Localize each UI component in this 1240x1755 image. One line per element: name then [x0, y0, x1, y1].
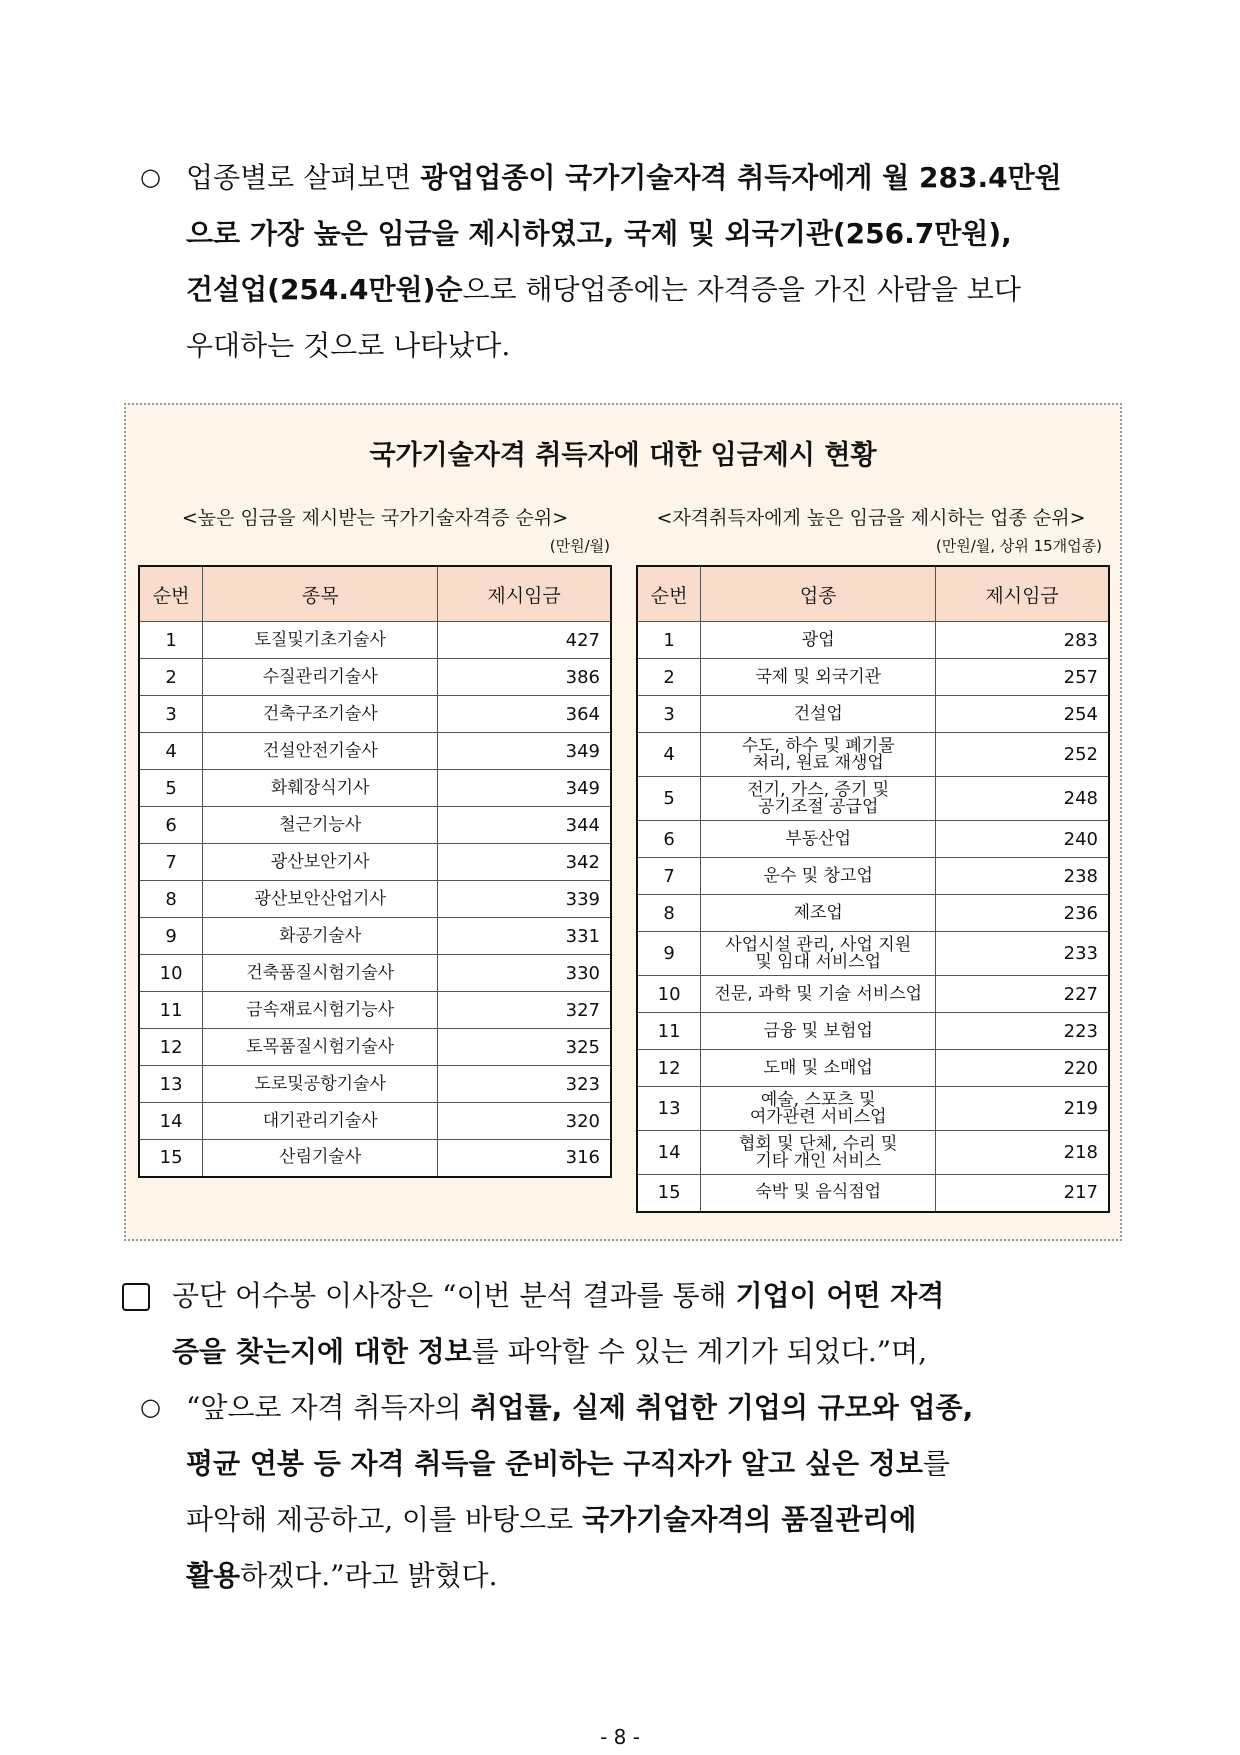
wage-cell: 427 [438, 622, 611, 659]
para3-line1: “앞으로 자격 취득자의 취업률, 실제 취업한 기업의 규모와 업종, [186, 1391, 974, 1424]
table-header-row [139, 566, 611, 622]
name-line: 전기, 가스, 증기 및 [747, 779, 890, 800]
name-cell: 광산보안기사 [203, 844, 438, 881]
header-industry: 업종 [701, 566, 936, 622]
table-row [637, 1050, 1109, 1087]
table-row [637, 895, 1109, 932]
table-row [139, 1140, 611, 1177]
name-line: 수도, 하수 및 폐기물 [741, 735, 895, 756]
bullet-circle: ○ [140, 1393, 161, 1421]
rank-cell: 14 [139, 1103, 203, 1140]
rank-cell: 9 [139, 918, 203, 955]
para1-line1: 업종별로 살펴보면 광업업종이 국가기술자격 취득자에게 월 283.4만원 [186, 161, 1062, 194]
name-cell: 도로및공항기술사 [203, 1066, 438, 1103]
name-cell: 금융 및 보험업 [701, 1013, 936, 1050]
table-row [637, 622, 1109, 659]
table-row [139, 992, 611, 1029]
table-row [637, 777, 1109, 821]
header-rank: 순번 [637, 566, 701, 622]
wage-cell: 257 [936, 659, 1109, 696]
table-row [139, 622, 611, 659]
rank-cell: 15 [637, 1175, 701, 1212]
wage-cell: 252 [936, 733, 1109, 777]
name-line: 사업시설 관리, 사업 지원 [725, 934, 912, 955]
name-line: 기타 개인 서비스 [755, 1150, 882, 1171]
table-header-row [637, 566, 1109, 622]
wage-cell: 339 [438, 881, 611, 918]
para1-line2: 으로 가장 높은 임금을 제시하였고, 국제 및 외국기관(256.7만원), [186, 217, 1012, 250]
table-row [139, 1066, 611, 1103]
rank-cell: 3 [139, 696, 203, 733]
name-line: 공기조절 공급업 [758, 796, 879, 817]
para2-line2: 증을 찾는지에 대한 정보를 파악할 수 있는 계기가 되었다.”며, [172, 1335, 928, 1368]
right-subtitle: <자격취득자에게 높은 임금을 제시하는 업종 순위> [656, 507, 1086, 529]
square-bullet-icon [122, 1283, 150, 1311]
table-row [637, 1175, 1109, 1212]
table-row [637, 1087, 1109, 1131]
name-cell: 대기관리기술사 [203, 1103, 438, 1140]
para3-line2: 평균 연봉 등 자격 취득을 준비하는 구직자가 알고 싶은 정보를 [186, 1447, 950, 1480]
name-cell: 수질관리기술사 [203, 659, 438, 696]
page-number: - 8 - [600, 1725, 640, 1749]
rank-cell: 13 [139, 1066, 203, 1103]
wage-cell: 323 [438, 1066, 611, 1103]
rank-cell: 8 [139, 881, 203, 918]
name-cell: 화훼장식기사 [203, 770, 438, 807]
paragraph-future-plan [186, 1380, 1122, 1604]
table-row [637, 858, 1109, 895]
name-cell [701, 1087, 936, 1131]
wage-cell: 233 [936, 932, 1109, 976]
para3-line3: 파악해 제공하고, 이를 바탕으로 국가기술자격의 품질관리에 [186, 1503, 917, 1536]
wage-cell: 325 [438, 1029, 611, 1066]
wage-cell: 220 [936, 1050, 1109, 1087]
wage-cell: 283 [936, 622, 1109, 659]
right-unit: (만원/월, 상위 15개업종) [935, 537, 1102, 555]
name-cell: 화공기술사 [203, 918, 438, 955]
name-cell [701, 1131, 936, 1175]
left-subtitle: <높은 임금을 제시받는 국가기술자격증 순위> [181, 507, 569, 529]
rank-cell: 14 [637, 1131, 701, 1175]
para1-line3: 건설업(254.4만원)순으로 해당업종에는 자격증을 가진 사람을 보다 [186, 273, 1021, 306]
name-cell: 금속재료시험기능사 [203, 992, 438, 1029]
table-row [637, 659, 1109, 696]
rank-cell: 2 [637, 659, 701, 696]
rank-cell: 5 [139, 770, 203, 807]
wage-cell: 331 [438, 918, 611, 955]
table-row [637, 733, 1109, 777]
table-row [637, 1013, 1109, 1050]
rank-cell: 12 [139, 1029, 203, 1066]
wage-cell: 344 [438, 807, 611, 844]
name-cell: 운수 및 창고업 [701, 858, 936, 895]
name-line: 예술, 스포츠 및 [760, 1089, 876, 1110]
wage-cell: 248 [936, 777, 1109, 821]
table-row [139, 955, 611, 992]
left-unit: (만원/월) [549, 537, 610, 555]
rank-cell: 4 [139, 733, 203, 770]
wage-cell: 386 [438, 659, 611, 696]
name-cell [701, 733, 936, 777]
rank-cell: 15 [139, 1140, 203, 1177]
table-row [637, 976, 1109, 1013]
wage-cell: 327 [438, 992, 611, 1029]
table-row [637, 696, 1109, 733]
rank-cell: 7 [637, 858, 701, 895]
rank-cell: 11 [637, 1013, 701, 1050]
rank-cell: 11 [139, 992, 203, 1029]
rank-cell: 10 [637, 976, 701, 1013]
name-cell: 토목품질시험기술사 [203, 1029, 438, 1066]
name-cell: 광산보안산업기사 [203, 881, 438, 918]
name-cell: 숙박 및 음식점업 [701, 1175, 936, 1212]
wage-cell: 316 [438, 1140, 611, 1177]
paragraph-chairman-quote [172, 1268, 1122, 1380]
name-line: 처리, 원료 재생업 [752, 752, 884, 773]
name-line: 여가관련 서비스업 [749, 1106, 887, 1127]
name-cell: 부동산업 [701, 821, 936, 858]
table-row [637, 1131, 1109, 1175]
header-wage: 제시임금 [936, 566, 1109, 622]
name-cell: 제조업 [701, 895, 936, 932]
header-rank: 순번 [139, 566, 203, 622]
wage-cell: 342 [438, 844, 611, 881]
wage-cell: 236 [936, 895, 1109, 932]
table-row [139, 1103, 611, 1140]
wage-cell: 349 [438, 770, 611, 807]
rank-cell: 4 [637, 733, 701, 777]
wage-cell: 217 [936, 1175, 1109, 1212]
table-row [637, 932, 1109, 976]
wage-cell: 218 [936, 1131, 1109, 1175]
rank-cell: 6 [637, 821, 701, 858]
para2-line1: 공단 어수봉 이사장은 “이번 분석 결과를 통해 기업이 어떤 자격 [172, 1279, 945, 1312]
rank-cell: 2 [139, 659, 203, 696]
certificate-rank-table [138, 565, 612, 1178]
rank-cell: 10 [139, 955, 203, 992]
rank-cell: 13 [637, 1087, 701, 1131]
box-title: 국가기술자격 취득자에 대한 임금제시 현황 [369, 440, 877, 471]
name-cell: 산림기술사 [203, 1140, 438, 1177]
wage-cell: 227 [936, 976, 1109, 1013]
name-cell: 토질및기초기술사 [203, 622, 438, 659]
wage-cell: 238 [936, 858, 1109, 895]
wage-cell: 364 [438, 696, 611, 733]
table-row [139, 733, 611, 770]
name-cell [701, 777, 936, 821]
table-row [139, 696, 611, 733]
name-cell: 국제 및 외국기관 [701, 659, 936, 696]
name-line: 협회 및 단체, 수리 및 [739, 1133, 898, 1154]
wage-cell: 240 [936, 821, 1109, 858]
table-row [637, 821, 1109, 858]
rank-cell: 1 [637, 622, 701, 659]
name-cell: 도매 및 소매업 [701, 1050, 936, 1087]
rank-cell: 5 [637, 777, 701, 821]
rank-cell: 8 [637, 895, 701, 932]
rank-cell: 9 [637, 932, 701, 976]
industry-rank-table [636, 565, 1110, 1213]
table-row [139, 807, 611, 844]
table-row [139, 844, 611, 881]
table-row [139, 1029, 611, 1066]
name-cell: 광업 [701, 622, 936, 659]
name-cell: 전문, 과학 및 기술 서비스업 [701, 976, 936, 1013]
bullet-circle: ○ [140, 163, 161, 191]
table-row [139, 918, 611, 955]
rank-cell: 6 [139, 807, 203, 844]
name-cell: 건설안전기술사 [203, 733, 438, 770]
wage-cell: 349 [438, 733, 611, 770]
name-line: 및 임대 서비스업 [755, 951, 882, 972]
wage-cell: 320 [438, 1103, 611, 1140]
para3-line4: 활용하겠다.”라고 밝혔다. [186, 1559, 498, 1592]
wage-cell: 223 [936, 1013, 1109, 1050]
header-item: 종목 [203, 566, 438, 622]
name-cell [701, 932, 936, 976]
table-row [139, 881, 611, 918]
paragraph-industry-wages [186, 150, 1122, 374]
para1-line4: 우대하는 것으로 나타났다. [186, 329, 511, 362]
header-wage: 제시임금 [438, 566, 611, 622]
name-cell: 건설업 [701, 696, 936, 733]
wage-cell: 330 [438, 955, 611, 992]
wage-cell: 254 [936, 696, 1109, 733]
table-row [139, 770, 611, 807]
name-cell: 철근기능사 [203, 807, 438, 844]
wage-summary-box [124, 403, 1122, 1241]
rank-cell: 3 [637, 696, 701, 733]
table-row [139, 659, 611, 696]
name-cell: 건축구조기술사 [203, 696, 438, 733]
name-cell: 건축품질시험기술사 [203, 955, 438, 992]
rank-cell: 12 [637, 1050, 701, 1087]
rank-cell: 1 [139, 622, 203, 659]
rank-cell: 7 [139, 844, 203, 881]
wage-cell: 219 [936, 1087, 1109, 1131]
